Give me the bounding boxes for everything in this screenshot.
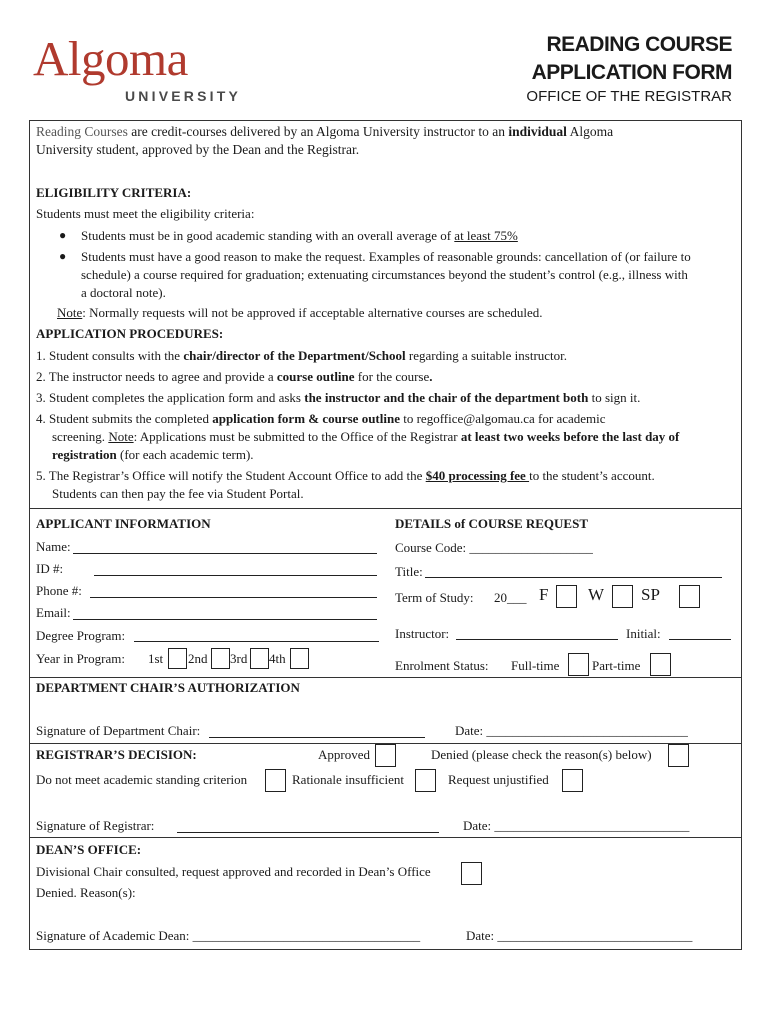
form-title-line1: READING COURSE <box>546 33 732 56</box>
title-field[interactable] <box>425 577 722 578</box>
intro-line1: Reading Courses are credit-courses delivered by an Algoma University instructor to an individual Algoma <box>36 124 614 139</box>
fulltime-label: Full-time <box>511 658 560 673</box>
denied-checkbox[interactable] <box>668 744 689 767</box>
title-label: Title: <box>395 564 423 579</box>
term-f-label: F <box>539 585 549 604</box>
id-field[interactable] <box>94 575 377 576</box>
eligibility-heading: ELIGIBILITY CRITERIA: <box>36 185 192 200</box>
chair-signature-label: Signature of Department Chair: <box>36 723 201 738</box>
procedure-step4-line3: registration (for each academic term). <box>52 447 254 462</box>
eligibility-note: Note: Normally requests will not be approved if acceptable alternative courses are scheduled. <box>57 305 543 320</box>
year-1st-label: 1st <box>148 651 164 666</box>
registrar-signature-label: Signature of Registrar: <box>36 818 155 833</box>
eligibility-lead: Students must meet the eligibility criteria: <box>36 206 255 221</box>
procedure-step5-line2: Students can then pay the fee via Student Portal. <box>52 486 304 501</box>
degree-field[interactable] <box>134 641 379 642</box>
eligibility-bullet2-line2: schedule) a course required for graduation; extenuating circumstances beyond the student’s control (e.g., illness with <box>81 267 688 282</box>
initial-field[interactable] <box>669 639 731 640</box>
year-label: Year in Program: <box>36 651 125 666</box>
name-label: Name: <box>36 539 71 554</box>
chair-date-field[interactable]: Date: _______________________________ <box>455 723 688 738</box>
year-2nd-label: 2nd <box>188 651 208 666</box>
initial-label: Initial: <box>626 626 661 641</box>
applicant-heading: APPLICANT INFORMATION <box>36 516 211 531</box>
year-1st-checkbox[interactable] <box>168 648 187 669</box>
term-label: Term of Study: <box>395 590 474 605</box>
dean-date-field[interactable]: Date: ______________________________ <box>466 928 693 943</box>
approved-checkbox[interactable] <box>375 744 396 767</box>
approved-label: Approved <box>318 747 370 762</box>
reason-academic-checkbox[interactable] <box>265 769 286 792</box>
email-label: Email: <box>36 605 71 620</box>
reason-rationale-label: Rationale insufficient <box>292 772 405 787</box>
enrolment-label: Enrolment Status: <box>395 658 489 673</box>
phone-label: Phone #: <box>36 583 82 598</box>
procedure-step4-line1: 4. Student submits the completed application form & course outline to regoffice@algomau.ca for academic <box>36 411 606 426</box>
eligibility-bullet2-line1: Students must have a good reason to make the request. Examples of reasonable grounds: cancellation of (or failure to <box>81 249 691 264</box>
registrar-heading: REGISTRAR’S DECISION: <box>36 747 197 762</box>
term-year-field[interactable]: 20___ <box>494 590 527 605</box>
procedure-step4-line2: screening. Note: Applications must be submitted to the Office of the Registrar at least two weeks before the last day of <box>52 429 680 444</box>
logo-subtitle: UNIVERSITY <box>125 88 242 104</box>
procedures-heading: APPLICATION PROCEDURES: <box>36 326 224 341</box>
procedure-step2: 2. The instructor needs to agree and provide a course outline for the course. <box>36 369 433 384</box>
reason-unjustified-label: Request unjustified <box>448 772 549 787</box>
procedure-step5-line1: 5. The Registrar’s Office will notify the Student Account Office to add the $40 processing fee to the student’s account. <box>36 468 655 483</box>
term-f-checkbox[interactable] <box>556 585 577 608</box>
eligibility-bullet2-line3: a doctoral note). <box>81 285 166 300</box>
year-3rd-checkbox[interactable] <box>250 648 269 669</box>
logo-wordmark: Algoma <box>33 31 188 86</box>
degree-label: Degree Program: <box>36 628 126 643</box>
year-4th-label: 4th <box>269 651 286 666</box>
algoma-logo <box>33 31 242 109</box>
divider-dean <box>29 837 742 838</box>
term-w-label: W <box>588 585 605 604</box>
year-2nd-checkbox[interactable] <box>211 648 230 669</box>
reason-unjustified-checkbox[interactable] <box>562 769 583 792</box>
intro-line2: University student, approved by the Dean and the Registrar. <box>36 142 360 157</box>
parttime-label: Part-time <box>592 658 641 673</box>
term-sp-checkbox[interactable] <box>679 585 700 608</box>
email-field[interactable] <box>73 619 377 620</box>
year-4th-checkbox[interactable] <box>290 648 309 669</box>
phone-field[interactable] <box>90 597 377 598</box>
dean-consulted-label: Divisional Chair consulted, request approved and recorded in Dean’s Office <box>36 864 431 879</box>
procedure-step1: 1. Student consults with the chair/director of the Department/School regarding a suitable instructor. <box>36 348 568 363</box>
dean-consulted-checkbox[interactable] <box>461 862 482 885</box>
parttime-checkbox[interactable] <box>650 653 671 676</box>
dean-heading: DEAN’S OFFICE: <box>36 842 142 857</box>
divider-chair <box>29 677 742 678</box>
reason-rationale-checkbox[interactable] <box>415 769 436 792</box>
registrar-signature-field[interactable] <box>177 832 439 833</box>
instructor-label: Instructor: <box>395 626 450 641</box>
denied-label: Denied (please check the reason(s) below) <box>431 747 652 762</box>
dean-signature-field[interactable]: Signature of Academic Dean: ___________________________________ <box>36 928 421 943</box>
id-label: ID #: <box>36 561 64 576</box>
eligibility-bullet1: Students must be in good academic standing with an overall average of at least 75% <box>81 228 518 243</box>
divider-info <box>29 508 742 509</box>
registrar-date-field[interactable]: Date: ______________________________ <box>463 818 690 833</box>
chair-heading: DEPARTMENT CHAIR’S AUTHORIZATION <box>36 680 300 695</box>
term-sp-label: SP <box>641 585 660 604</box>
dean-denied-label: Denied. Reason(s): <box>36 885 136 900</box>
course-code-field[interactable]: Course Code: ___________________ <box>395 540 593 555</box>
fulltime-checkbox[interactable] <box>568 653 589 676</box>
bullet-icon: ● <box>59 249 67 263</box>
instructor-field[interactable] <box>456 639 618 640</box>
bullet-icon: ● <box>59 228 67 242</box>
form-title-line2: APPLICATION FORM <box>531 61 732 84</box>
year-3rd-label: 3rd <box>230 651 248 666</box>
course-heading: DETAILS of COURSE REQUEST <box>395 516 589 531</box>
chair-signature-field[interactable] <box>209 737 425 738</box>
name-field[interactable] <box>73 553 377 554</box>
office-name: OFFICE OF THE REGISTRAR <box>526 88 732 105</box>
reason-academic-label: Do not meet academic standing criterion <box>36 772 248 787</box>
term-w-checkbox[interactable] <box>612 585 633 608</box>
procedure-step3: 3. Student completes the application form and asks the instructor and the chair of the department both to sign it. <box>36 390 641 405</box>
